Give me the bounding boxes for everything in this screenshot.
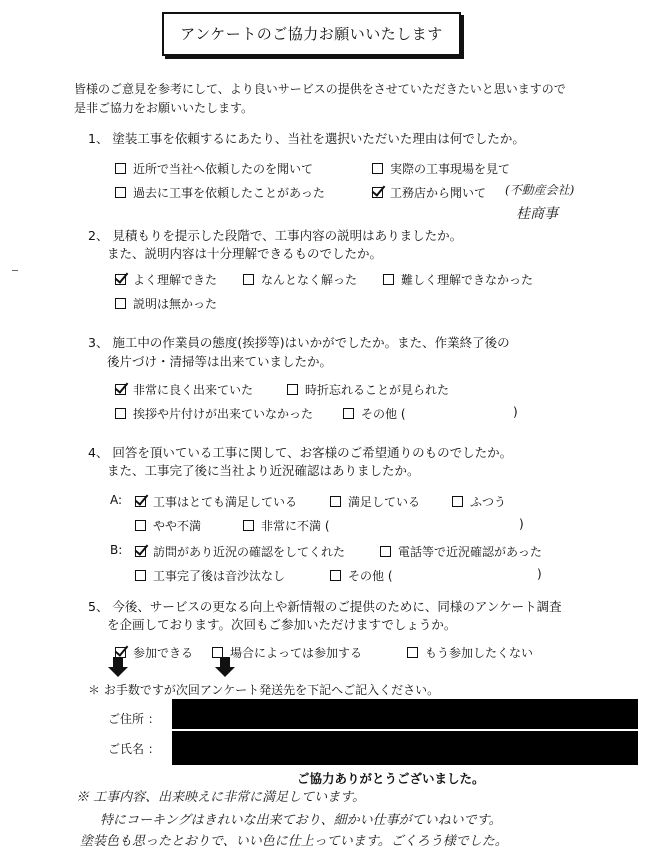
q5-option-3[interactable]: もう参加したくない <box>407 644 533 661</box>
q1-question: 1、 塗装工事を依頼するにあたり、当社を選択いただいた理由は何でしたか。 <box>88 131 525 146</box>
q1-handwritten-note: (不動産会社) <box>505 183 575 197</box>
checkbox-checked[interactable] <box>372 187 383 198</box>
name-label: ご氏名 ： <box>108 742 160 756</box>
q4-b-option-4[interactable]: その他 ( <box>330 567 393 584</box>
q3-option-3[interactable]: 挨拶や片付けが出来ていなかった <box>115 405 313 422</box>
q4-b-option-2[interactable]: 電話等で近況確認があった <box>380 543 542 560</box>
q5-option-1[interactable]: 参加できる <box>115 644 193 661</box>
q1-option-1[interactable]: 近所で当社へ依頼したのを聞いて <box>115 160 313 177</box>
q2-option-1[interactable]: よく理解できた <box>115 271 217 288</box>
q2-question-line-2: また、説明内容は十分理解できるものでしたか。 <box>107 246 383 261</box>
q5-question-line-2: を企画しております。次回もご参加いただけますでしょうか。 <box>107 617 457 632</box>
q1-option-3[interactable]: 過去に工事を依頼したことがあった <box>115 184 325 201</box>
handwritten-comment-line-3: 塗装色も思ったとおりで、いい色に仕上っています。ごくろう様でした。 <box>80 834 508 849</box>
q4-question-line-1: 4、 回答を頂いている工事に関して、お客様のご希望通りのものでしたか。 <box>88 445 513 460</box>
q4-a-option-3[interactable]: ふつう <box>452 493 506 510</box>
checkbox[interactable] <box>343 408 354 419</box>
checkbox[interactable] <box>287 384 298 395</box>
checkbox[interactable] <box>243 274 254 285</box>
checkbox[interactable] <box>380 546 391 557</box>
checkbox[interactable] <box>115 298 126 309</box>
checkbox-checked[interactable] <box>115 384 126 395</box>
survey-title: アンケートのご協力お願いいたします <box>162 12 461 56</box>
checkbox[interactable] <box>407 647 418 658</box>
checkbox[interactable] <box>383 274 394 285</box>
address-request: ＊ お手数ですが次回アンケート発送先を下記へご記入ください。 <box>88 683 440 697</box>
thanks-message: ご協力ありがとうございました。 <box>297 771 485 786</box>
name-redaction <box>172 731 638 765</box>
address-label: ご住所 ： <box>108 712 160 726</box>
checkbox[interactable] <box>372 163 383 174</box>
q4-a-option-5[interactable]: 非常に不満 ( <box>243 517 330 534</box>
q4-question-line-2: また、工事完了後に当社より近況確認はありましたか。 <box>107 463 420 478</box>
q4-a-option-4[interactable]: やや不満 <box>135 517 201 534</box>
q2-option-3[interactable]: 難しく理解できなかった <box>383 271 533 288</box>
checkbox[interactable] <box>115 187 126 198</box>
checkbox[interactable] <box>243 520 254 531</box>
q3-option-4[interactable]: その他 ( <box>343 405 406 422</box>
handwritten-comment-line-2: 特にコーキングはきれいな出来ており、細かい仕事がていねいです。 <box>100 813 502 828</box>
q2-option-4[interactable]: 説明は無かった <box>115 295 217 312</box>
q2-question-line-1: 2、 見積もりを提示した段階で、工事内容の説明はありましたか。 <box>88 228 463 243</box>
q4-a-option-2[interactable]: 満足している <box>330 493 420 510</box>
q4-b-option-1[interactable]: 訪問があり近況の確認をしてくれた <box>135 543 345 560</box>
q1-handwritten-note-2: 桂商事 <box>516 206 558 222</box>
q4-b-close-paren: ) <box>537 567 542 581</box>
intro-line-1: 皆様のご意見を参考にして、より良いサービスの提供をさせていただきたいと思いますので <box>74 82 566 96</box>
checkbox[interactable] <box>135 570 146 581</box>
address-redaction <box>172 699 638 729</box>
checkbox[interactable] <box>115 163 126 174</box>
checkbox-checked[interactable] <box>115 274 126 285</box>
checkbox-checked[interactable] <box>135 496 146 507</box>
q3-close-paren: ) <box>513 405 518 419</box>
q4-a-option-1[interactable]: 工事はとても満足している <box>135 493 297 510</box>
checkbox[interactable] <box>330 570 341 581</box>
q5-option-2[interactable]: 場合によっては参加する <box>212 644 362 661</box>
q3-option-2[interactable]: 時折忘れることが見られた <box>287 381 449 398</box>
intro-line-2: 是非ご協力をお願いいたします。 <box>74 101 254 115</box>
handwritten-comment-line-1: ※ 工事内容、出来映えに非常に満足しています。 <box>76 790 366 805</box>
q4-a-close-paren: ) <box>519 517 524 531</box>
q4-a-label: A: <box>110 493 123 507</box>
q4-b-option-3[interactable]: 工事完了後は音沙汰なし <box>135 567 285 584</box>
q2-option-2[interactable]: なんとなく解った <box>243 271 357 288</box>
q3-question-line-1: 3、 施工中の作業員の態度(挨拶等)はいかがでしたか。また、作業終了後の <box>88 335 510 350</box>
margin-mark <box>12 270 18 271</box>
q3-option-1[interactable]: 非常に良く出来ていた <box>115 381 253 398</box>
checkbox[interactable] <box>115 408 126 419</box>
checkbox[interactable] <box>330 496 341 507</box>
q5-question-line-1: 5、 今後、サービスの更なる向上や新情報のご提供のために、同様のアンケート調査 <box>88 599 562 614</box>
q4-b-label: B: <box>110 543 123 557</box>
q1-option-2[interactable]: 実際の工事現場を見て <box>372 160 510 177</box>
checkbox-checked[interactable] <box>135 546 146 557</box>
q1-option-4[interactable]: 工務店から聞いて <box>372 184 486 201</box>
down-arrow-icon <box>215 657 235 677</box>
checkbox[interactable] <box>452 496 463 507</box>
down-arrow-icon <box>108 657 128 677</box>
checkbox[interactable] <box>135 520 146 531</box>
q3-question-line-2: 後片づけ・清掃等は出来ていましたか。 <box>107 354 333 369</box>
